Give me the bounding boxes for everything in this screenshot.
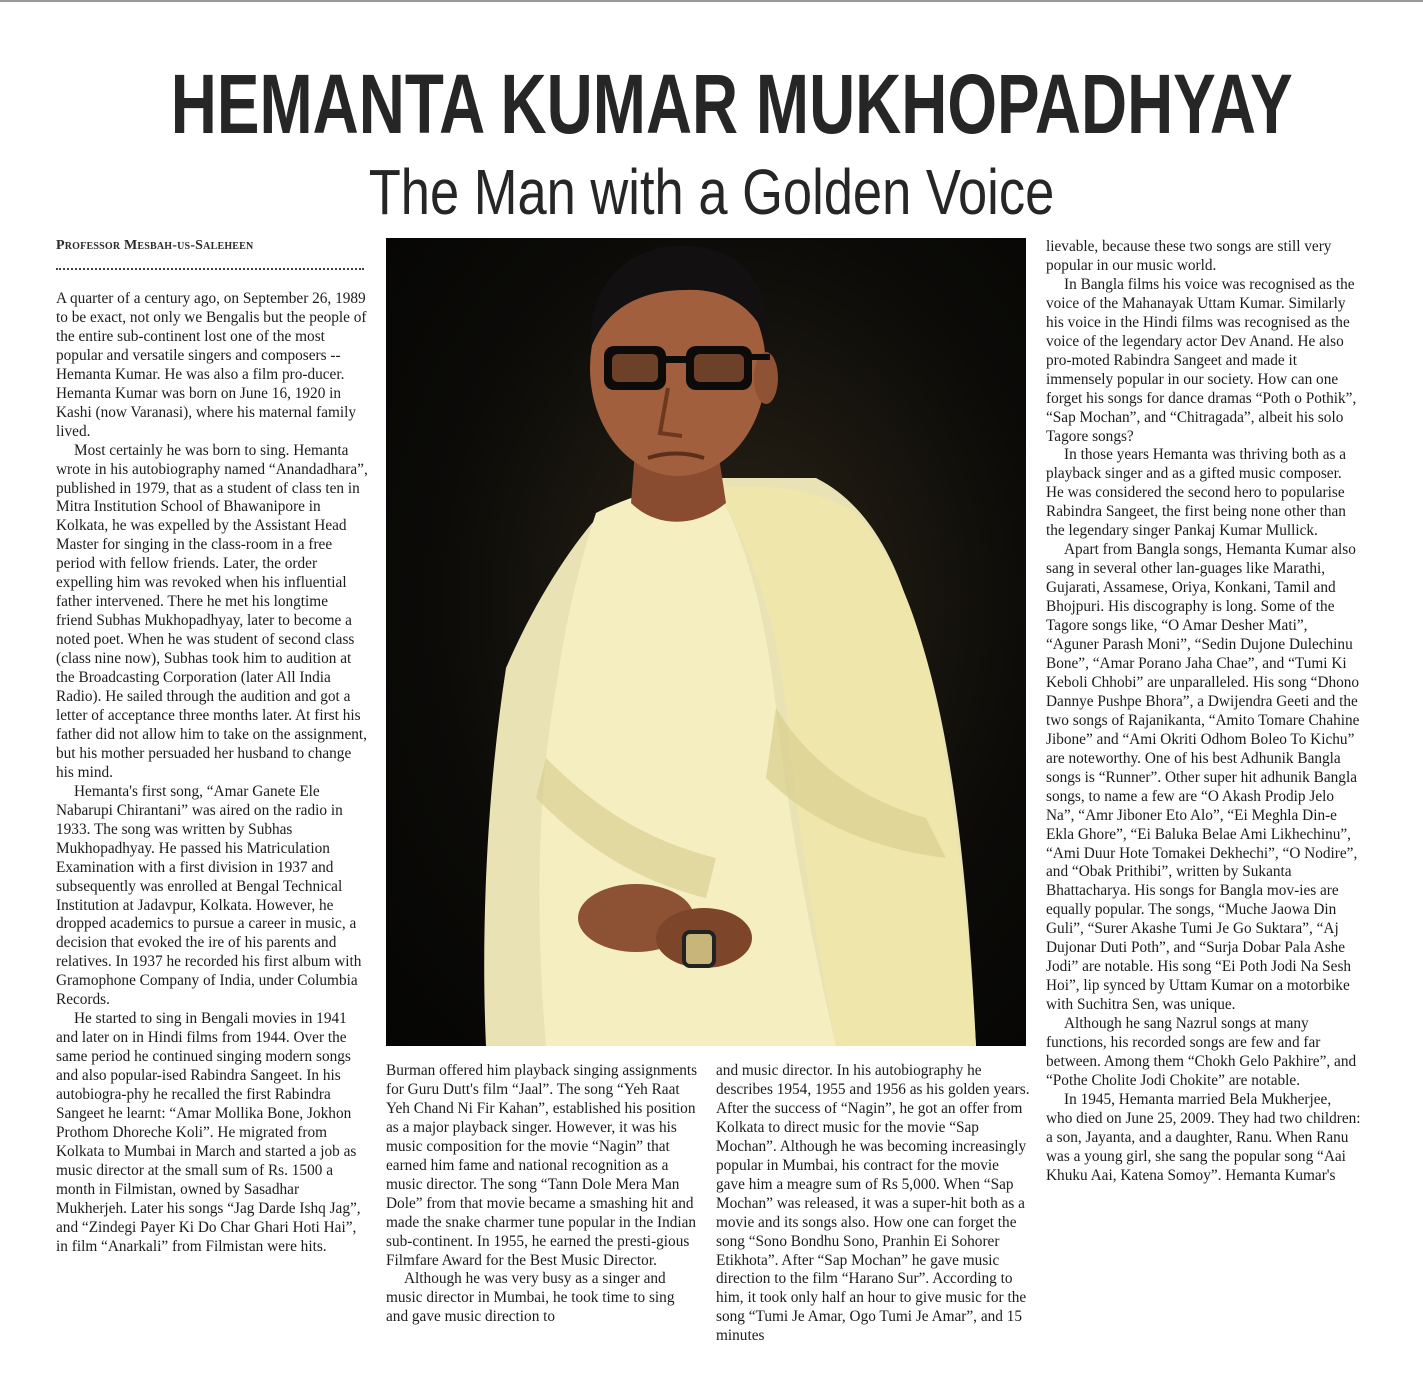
paragraph: In Bangla films his voice was recognised as the voice of the Mahanayak Uttam Kumar. Similarly his voice in the Hindi films was recognised as the voice of the legendary actor Dev Anand. He also pro-moted Rabindra Sangeet and made it immensely popular in our society. How can one forget his songs for dance dramas “Poth o Pothik”, “Sap Mochan”, and “Chitragada”, albeit his solo Tagore songs? [1046, 275, 1357, 445]
article-column-2 [386, 1062, 700, 1387]
paragraph: In 1945, Hemanta married Bela Mukherjee, who died on June 25, 2009. They had two children: a son, Jayanta, and a daughter, Ranu. When Ranu was a young girl, she sang the popular song “Aai Khuku Aai, Katena Somoy”. Hemanta Kumar's [1046, 1090, 1361, 1184]
headline: HEMANTA KUMAR MUKHOPADHYAY [170, 57, 1293, 151]
paragraph: and music director. In his autobiography he describes 1954, 1955 and 1956 as his golden years. After the success of “Nagin”, he got an offer from Kolkata to direct music for the movie “Sap Mochan”. Although he was becoming increasingly popular in Mumbai, his contract for the movie gave him a meagre sum of Rs 5,000. When “Sap Mochan” was released, it was a super-hit both as a movie and its songs also. How one can forget the song “Sono Bondhu Sono, Pranhin Ei Sohorer Etikhota”. After “Sap Mochan” he gave music direction to the film “Harano Sur”. According to him, it took only half an hour to give music for the song “Tumi Je Amar, Ogo Tumi Je Amar”, and 15 minutes [716, 1062, 1030, 1345]
paragraph: Burman offered him playback singing assignments for Guru Dutt's film “Jaal”. The song “Yeh Raat Yeh Chand Ni Fir Kahan”, established his position as a major playback singer. However, it was his music composition for the movie “Nagin” that earned him fame and national recognition as a music director. The song “Tann Dole Mera Man Dole” from that movie became a smashing hit and made the snake charmer tune popular in the Indian sub-continent. In 1955, he earned the presti-gious Filmfare Award for the Best Music Director. [386, 1062, 698, 1269]
paragraph: Hemanta's first song, “Amar Ganete Ele Nabarupi Chirantani” was aired on the radio in 1933. The song was written by Subhas Mukhopadhyay. He passed his Matriculation Examination with a first division in 1937 and subsequently was enrolled at Bengal Technical Institution at Jadavpur, Kolkata. However, he dropped academics to pursue a career in music, a decision that evoked the ire of his parents and relatives. In 1937 he recorded his first album with Gramophone Company of India, under Columbia Records. [56, 782, 362, 1009]
byline-dotted-rule [56, 268, 364, 270]
portrait-illustration [386, 238, 1026, 1046]
article-column-1 [56, 290, 368, 1387]
paragraph: lievable, because these two songs are still very popular in our music world. [1046, 238, 1332, 274]
portrait-photo [386, 238, 1026, 1046]
paragraph: Most certainly he was born to sing. Hemanta wrote in his autobiography named “Anandadhara”, published in 1979, that as a student of class ten in Mitra Institution School of Bhawanipore in Kolkata, he was expelled by the Assistant Head Master for singing in the class-room in a free period with fellow friends. Later, the order expelling him was revoked when his influential father intervened. There he met his longtime friend Subhas Mukhopadhyay, later to become a noted poet. When he was student of second class (class nine now), Subhas took him to audition at the Broadcasting Corporation (later All India Radio). He sailed through the audition and got a letter of acceptance three months later. At first his father did not allow him to take on the assignment, but his mother persuaded her husband to change his mind. [56, 441, 368, 781]
subheadline: The Man with a Golden Voice [368, 156, 1055, 228]
paragraph: In those years Hemanta was thriving both as a playback singer and as a gifted music composer. He was considered the second hero to popularise Rabindra Sangeet, the first being none other than the legendary singer Pankaj Kumar Mullick. [1046, 446, 1347, 540]
paragraph: He started to sing in Bengali movies in 1941 and later on in Hindi films from 1944. Over the same period he continued singing modern songs and also popular-ised Rabindra Sangeet. In his autobiogra-phy he recalled the first Rabindra Sangeet he learnt: “Amar Mollika Bone, Jokhon Prothom Dhoreche Koli”. He migrated from Kolkata to Mumbai in March and started a job as music director at the small sum of Rs. 1500 a month in Filmistan, owned by Sasadhar Mukherjeh. Later his songs “Jag Darde Ishq Jag”, and “Zindegi Payer Ki Do Char Ghari Hoti Hai”, in film “Anarkali” from Filmistan were hits. [56, 1010, 361, 1255]
top-rule [0, 0, 1423, 2]
paragraph: Although he sang Nazrul songs at many functions, his recorded songs are few and far between. Among them “Chokh Gelo Pakhire”, and “Pothe Cholite Jodi Chokite” are notable. [1046, 1015, 1357, 1089]
paragraph: Apart from Bangla songs, Hemanta Kumar also sang in several other lan-guages like Marathi, Gujarati, Assamese, Oriya, Konkani, Tamil and Bhojpuri. His discography is long. Some of the Tagore songs like, “O Amar Desher Mati”, “Aguner Parash Moni”, “Sedin Dujone Dulechinu Bone”, “Amar Porano Jaha Chae”, and “Tumi Ki Keboli Chhobi” are unparalleled. His song “Dhono Dannye Pushpe Bhora”, a Dwijendra Geeti and the two songs of Rajanikanta, “Amito Tomare Chahine Jibone” and “Ami Okriti Odhom Boleo To Kichu” are noteworthy. One of his best Adhunik Bangla songs is “Runner”. Other super hit adhunik Bangla songs, to name a few are “O Akash Prodip Jelo Na”, “Amr Jiboner Eto Alo”, “Ei Meghla Din-e Ekla Ghore”, “Ei Baluka Belae Ami Likhechinu”, “Ami Duur Hote Tomakei Dekhechi”, “O Nodire”, and “Obak Prithibi”, written by Sukanta Bhattacharya. His songs for Bangla mov-ies are equally popular. The songs, “Muche Jaowa Din Guli”, “Surer Akashe Tumi Je Go Suktara”, “Aj Dujonar Duti Poth”, and “Surja Dobar Pala Ashe Jodi” are notable. His song “Ei Poth Jodi Na Sesh Hoi”, lip synced by Uttam Kumar on a motorbike with Suchitra Sen, was unique. [1046, 541, 1360, 1014]
byline: Professor Mesbah-us-Saleheen [56, 238, 254, 253]
paragraph: Although he was very busy as a singer and music director in Mumbai, he took time to sing and gave music direction to [386, 1270, 675, 1326]
paragraph: A quarter of a century ago, on September 26, 1989 to be exact, not only we Bengalis but the people of the entire sub-continent lost one of the most popular and versatile singers and composers -- Hemanta Kumar. He was also a film pro-ducer. Hemanta Kumar was born on June 16, 1920 in Kashi (now Varanasi), where his maternal family lived. [56, 290, 367, 440]
article-column-3 [716, 1062, 1031, 1387]
article-column-4 [1046, 238, 1361, 1387]
